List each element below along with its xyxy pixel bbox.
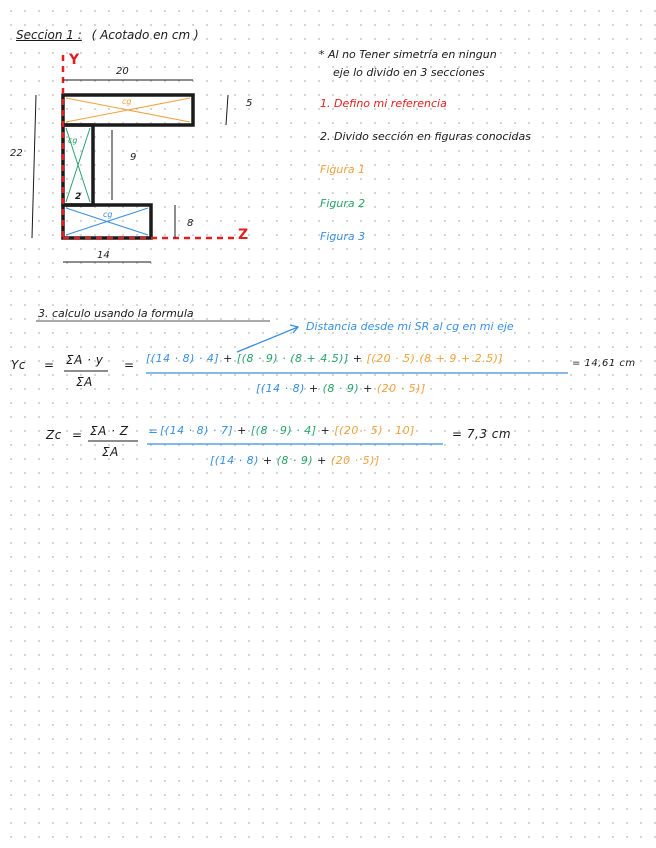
dim-top: 20 (116, 66, 129, 77)
callout-arrow (237, 327, 298, 352)
figure-3-label: Figura 3 (320, 230, 366, 243)
number-two-label: 2 (75, 192, 82, 202)
zc-num-plus-2: + (320, 424, 331, 437)
zc-equals: = (72, 428, 83, 442)
step-3: 3. calculo usando la formula (38, 307, 194, 320)
zc-num-plus-1: + (237, 424, 247, 437)
dim-left: 22 (10, 148, 23, 159)
y-axis-label: Y (69, 52, 80, 68)
zc-result: = 7,3 cm (452, 427, 512, 441)
zc-numerator (160, 424, 415, 437)
zc-den-plus-1: + (262, 454, 273, 467)
yc-num-plus-2: + (352, 352, 363, 365)
distance-callout: Distancia desde mi SR al cg en mi eje (306, 320, 514, 333)
yc-num-fig3: [(14 · 8) · 4] (146, 352, 220, 365)
yc-lhs: Yc (11, 358, 26, 372)
dim-middle: 9 (130, 152, 137, 163)
yc-formula-denominator: ΣA (76, 375, 93, 389)
yc-den-fig3: [(14 · 8) (256, 382, 305, 395)
yc-equals-2: = (124, 358, 135, 372)
dim-top-thickness: 5 (246, 98, 253, 109)
yc-den-plus-1: + (308, 382, 319, 395)
zc-num-fig2: [(8 · 9) · 4] (250, 424, 317, 437)
yc-formula-numerator: ΣA · y (66, 353, 104, 367)
yc-num-fig2: [(8 · 9) · (8 + 4.5)] (236, 352, 349, 365)
zc-formula-numerator: ΣA · Z (90, 424, 129, 438)
cg-label-fig2: cg (68, 136, 78, 145)
yc-num-fig1: [(20 · 5) (8 + 9 + 2.5)] (366, 352, 504, 365)
yc-den-plus-2: + (363, 382, 373, 395)
dim-bottom: 14 (97, 250, 110, 261)
zc-denominator (210, 454, 380, 467)
zc-den-plus-2: + (317, 454, 327, 467)
step-1: 1. Defino mi referencia (320, 97, 447, 110)
zc-lhs: Zc (46, 428, 62, 442)
zc-num-fig3: [(14 · 8) · 7] (160, 424, 234, 437)
note-line-1: * Al no Tener simetría en ningun (319, 48, 497, 61)
figure-2-label: Figura 2 (320, 197, 366, 210)
zc-den-fig1: (20 · 5)] (330, 454, 380, 467)
yc-numerator (146, 352, 503, 365)
yc-den-fig2: (8 · 9) (322, 382, 360, 395)
zc-num-fig1: [(20 · 5) · 10] (334, 424, 415, 437)
dim-bottom-thickness: 8 (187, 218, 194, 229)
zc-den-fig3: [(14 · 8) (210, 454, 259, 467)
yc-num-plus-1: + (223, 352, 233, 365)
cg-label-fig3: cg (103, 210, 113, 219)
figure-1-label: Figura 1 (320, 163, 366, 176)
zc-den-fig2: (8 · 9) (276, 454, 314, 467)
z-axis-label: Z (238, 227, 249, 243)
step-2: 2. Divido sección en figuras conocidas (320, 130, 531, 143)
yc-equals: = (44, 358, 55, 372)
cg-label-fig1: cg (122, 97, 132, 106)
zc-equals-2: = (148, 424, 159, 438)
units-note: ( Acotado en cm ) (91, 28, 199, 42)
yc-result: = 14,61 cm (572, 358, 636, 369)
yc-den-fig1: (20 · 5)] (376, 382, 426, 395)
section-title-text: Seccion 1 : (16, 28, 82, 42)
zc-formula-denominator: ΣA (102, 445, 119, 459)
note-line-2: eje lo divido en 3 secciones (333, 66, 485, 79)
yc-denominator (256, 382, 426, 395)
